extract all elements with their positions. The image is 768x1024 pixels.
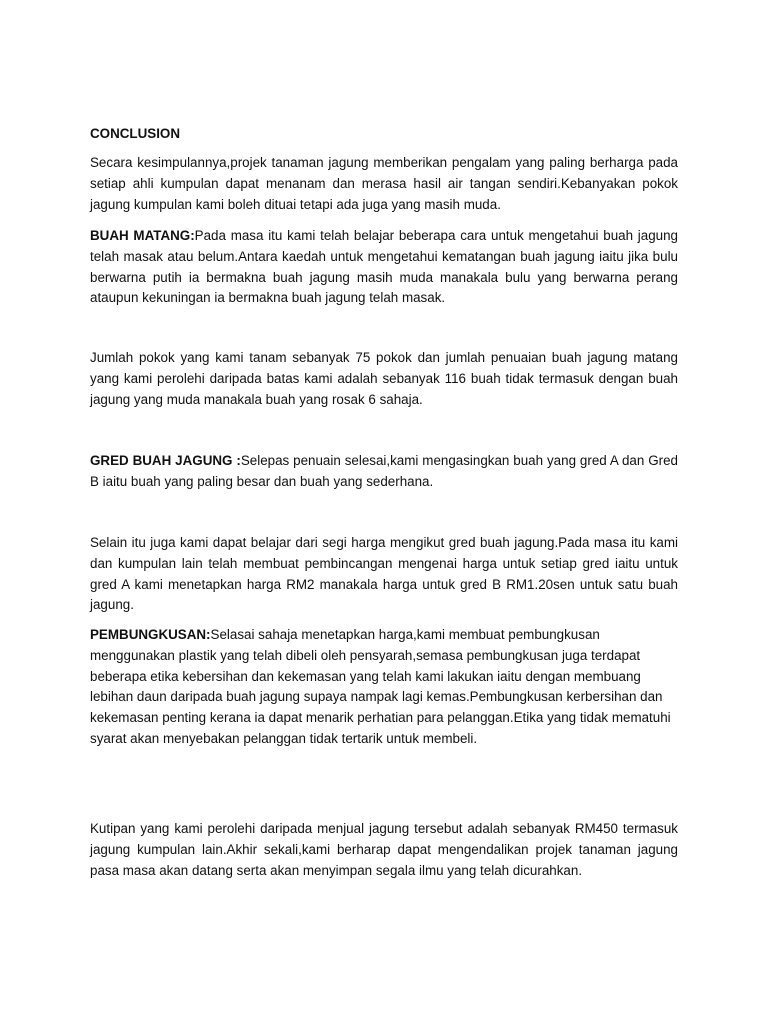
paragraph-harga <box>90 533 678 616</box>
gred-buah-jagung-label: GRED BUAH JAGUNG : <box>90 453 241 468</box>
pembungkusan-text: Selasai sahaja menetapkan harga,kami membuat pembungkusan menggunakan plastik yang telah dibeli oleh pensyarah,semasa pembungkusan juga terdapat beberapa etika kebersihan dan kekemasan yang telah kami lakukan iaitu dengan membuang lebihan daun daripada buah jagung supaya nampak lagi kemas.Pembungkusan kerbersihan dan kekemasan penting kerana ia dapat menarik perhatian para pelanggan.Etika yang tidak mematuhi syarat akan menyebakan pelanggan tidak tertarik untuk membeli. <box>90 627 671 746</box>
harga-text: Selain itu juga kami dapat belajar dari segi harga mengikut gred buah jagung.Pada masa itu kami dan kumpulan lain telah membuat pembincangan mengenai harga untuk setiap gred iaitu untuk gred A kami menetapkan harga RM2 manakala harga untuk gred B RM1.20sen untuk satu buah jagung. <box>90 535 678 613</box>
paragraph-pembungkusan <box>90 625 678 750</box>
conclusion-heading: CONCLUSION <box>90 126 181 141</box>
gred-buah-jagung-text: Selepas penuain selesai,kami mengasingkan buah yang gred A dan Gred B iaitu buah yang paling besar dan buah yang sederhana. <box>90 453 679 489</box>
buah-matang-label: BUAH MATANG: <box>90 228 195 243</box>
pembungkusan-label: PEMBUNGKUSAN: <box>90 627 211 642</box>
paragraph-intro <box>90 153 678 215</box>
paragraph-buah-matang <box>90 226 678 309</box>
paragraph-intro-text: Secara kesimpulannya,projek tanaman jagung memberikan pengalam yang paling berharga pada setiap ahli kumpulan dapat menanam dan merasa hasil air tangan sendiri.Kebanyakan pokok jagung kumpulan kami boleh dituai tetapi ada juga yang masih muda. <box>90 155 678 212</box>
buah-matang-text: Pada masa itu kami telah belajar beberapa cara untuk mengetahui buah jagung telah masak atau belum.Antara kaedah untuk mengetahui kematangan buah jagung iaitu jika bulu berwarna putih ia bermakna buah jagung masih muda manakala bulu yang berwarna perang ataupun kekuningan ia bermakna buah jagung telah masak. <box>90 228 678 306</box>
paragraph-jumlah-pokok <box>90 348 678 410</box>
paragraph-kutipan <box>90 819 678 881</box>
paragraph-gred-buah-jagung <box>90 451 678 493</box>
jumlah-pokok-text: Jumlah pokok yang kami tanam sebanyak 75 pokok dan jumlah penuaian buah jagung matang yang kami perolehi daripada batas kami adalah sebanyak 116 buah tidak termasuk dengan buah jagung yang muda manakala buah yang rosak 6 sahaja. <box>90 350 678 407</box>
kutipan-text: Kutipan yang kami perolehi daripada menjual jagung tersebut adalah sebanyak RM450 termasuk jagung kumpulan lain.Akhir sekali,kami berharap dapat mengendalikan projek tanaman jagung pasa masa akan datang serta akan menyimpan segala ilmu yang telah dicurahkan. <box>90 821 678 878</box>
